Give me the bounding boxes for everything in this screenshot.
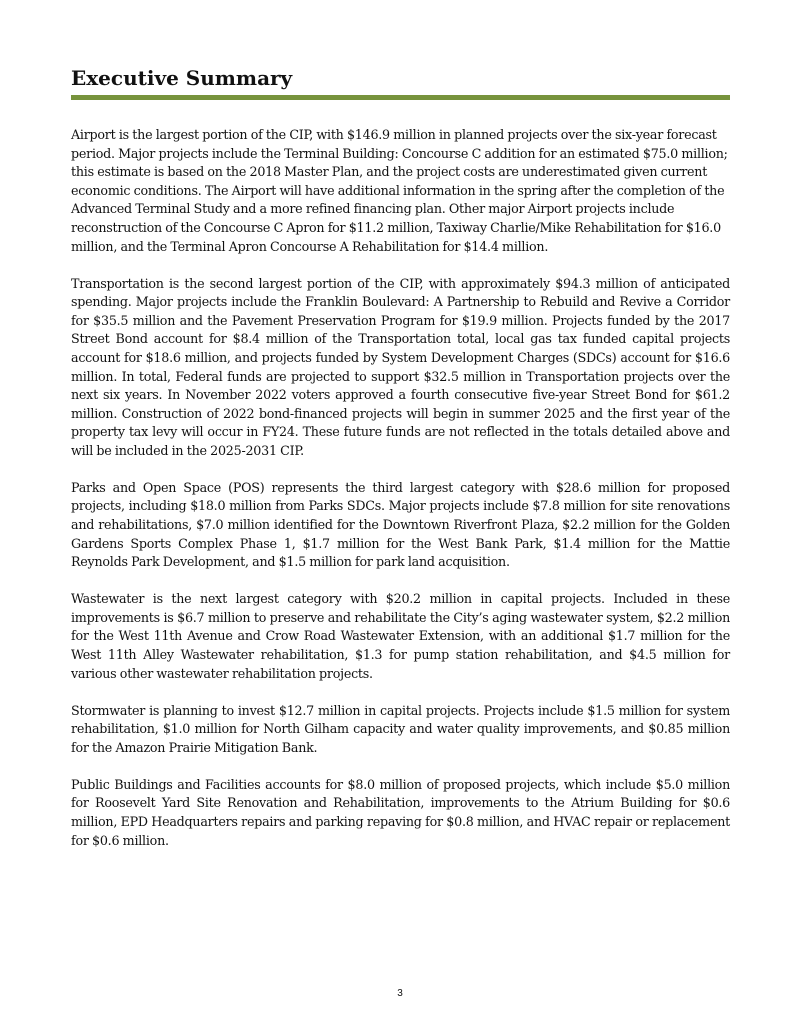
page-content	[71, 64, 730, 869]
paragraph-wastewater: Wastewater is the next largest category with $20.2 million in capital projects. Included in these improvements is $6.7 million to preserve and rehabilitate the City’s aging wastewater system, $2.2 million for the West 11th Avenue and Crow Road Wastewater Extension, with an additional $1.7 million for the West 11th Alley Wastewater rehabilitation, $1.3 for pump station rehabilitation, and $4.5 million for various other wastewater rehabilitation projects.	[71, 591, 730, 681]
paragraph-airport: Airport is the largest portion of the CIP, with $146.9 million in planned projects over the six-year forecast period. Major projects include the Terminal Building: Concourse C addition for an estimated $75.0 million; this estimate is based on the 2018 Master Plan, and the project costs are underestimated given current economic conditions. The Airport will have additional information in the spring after the completion of the Advanced Terminal Study and a more refined financing plan. Other major Airport projects include reconstruction of the Concourse C Apron for $11.2 million, Taxiway Charlie/Mike Rehabilitation for $16.0 million, and the Terminal Apron Concourse A Rehabilitation for $14.4 million.	[71, 127, 728, 254]
page-number: 3	[397, 988, 403, 999]
body-text	[71, 126, 730, 850]
heading-underline-rule	[71, 95, 730, 100]
paragraph-public-buildings: Public Buildings and Facilities accounts for $8.0 million of proposed projects, which include $5.0 million for Roosevelt Yard Site Renovation and Rehabilitation, improvements to the Atrium Building for $0.6 million, EPD Headquarters repairs and parking repaving for $0.8 million, and HVAC repair or replacement for $0.6 million.	[71, 776, 730, 848]
paragraph-transportation: Transportation is the second largest portion of the CIP, with approximately $94.3 million of anticipated spending. Major projects include the Franklin Boulevard: A Partnership to Rebuild and Revive a Corridor for $35.5 million and the Pavement Preservation Program for $19.9 million. Projects funded by the 2017 Street Bond account for $8.4 million of the Transportation total, local gas tax funded capital projects account for $18.6 million, and projects funded by System Development Charges (SDCs) account for $16.6 million. In total, Federal funds are projected to support $32.5 million in Transportation projects over the next six years. In November 2022 voters approved a fourth consecutive five-year Street Bond for $61.2 million. Construction of 2022 bond-financed projects will begin in summer 2025 and the first year of the property tax levy will occur in FY24. These future funds are not reflected in the totals detailed above and will be included in the 2025-2031 CIP.	[71, 275, 730, 458]
paragraph-stormwater: Stormwater is planning to invest $12.7 million in capital projects. Projects include $1.5 million for system rehabilitation, $1.0 million for North Gilham capacity and water quality improvements, and $0.85 million for the Amazon Prairie Mitigation Bank.	[71, 702, 730, 755]
section-heading: Executive Summary	[71, 66, 293, 90]
paragraph-parks: Parks and Open Space (POS) represents the third largest category with $28.6 million for proposed projects, including $18.0 million from Parks SDCs. Major projects include $7.8 million for site renovations and rehabilitations, $7.0 million identified for the Downtown Riverfront Plaza, $2.2 million for the Golden Gardens Sports Complex Phase 1, $1.7 million for the West Bank Park, $1.4 million for the Mattie Reynolds Park Development, and $1.5 million for park land acquisition.	[71, 479, 730, 570]
